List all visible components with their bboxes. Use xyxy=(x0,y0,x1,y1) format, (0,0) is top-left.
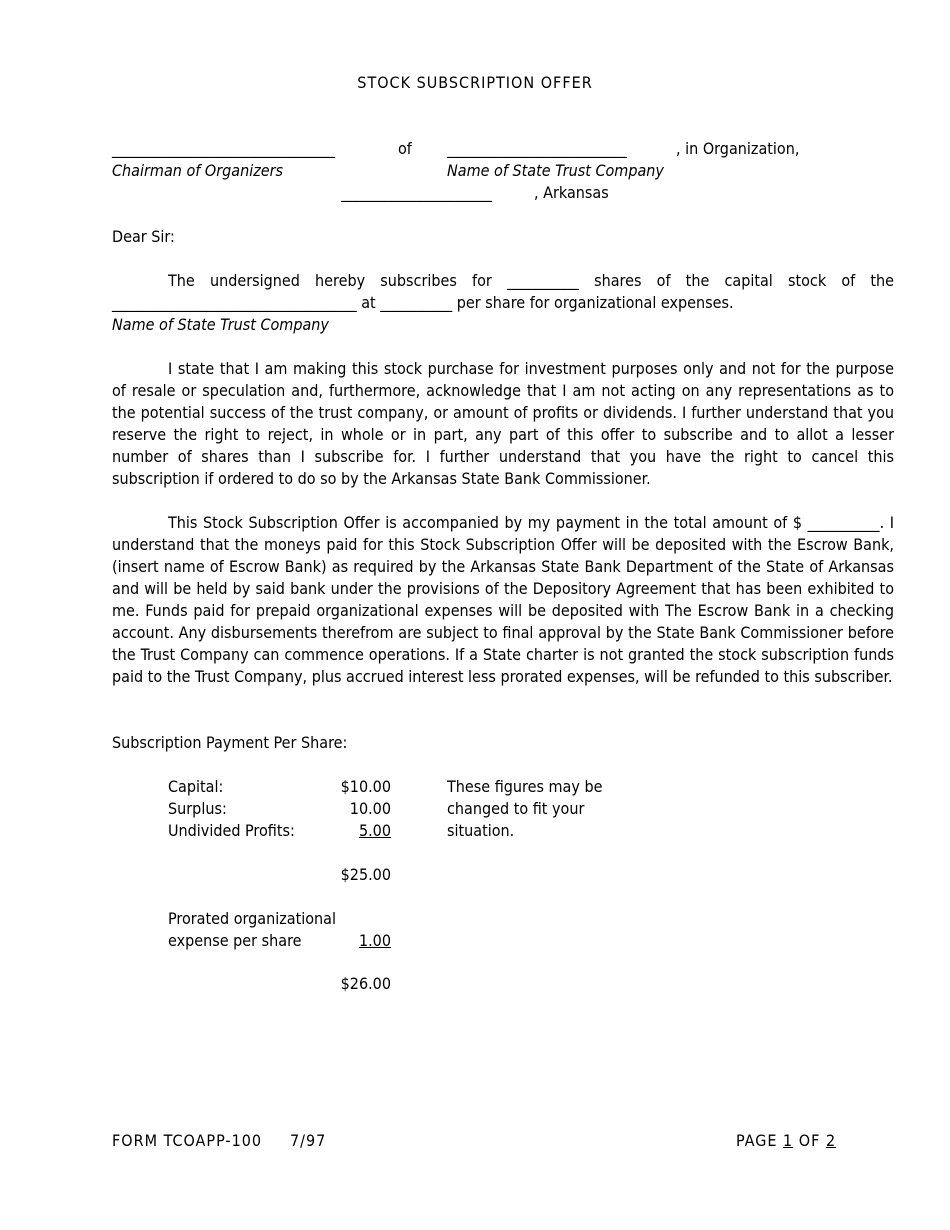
page-total: 2 xyxy=(825,1131,837,1150)
note-line-3: situation. xyxy=(447,821,515,840)
subtotal-value: $25.00 xyxy=(340,865,391,884)
para3-text: This Stock Subscription Offer is accompanied by my payment in the total amount of $ __________. I understand that the moneys paid for this Stock Subscription Offer will be deposited with the Escrow Bank, (insert name of Escrow Bank) as required by the Arkansas State Bank Department of the State of Arkansas and will be held by said bank under the provisions of the Depository Agreement that has been exhibited to me. Funds paid for prepaid organizational expenses will be deposited with The Escrow Bank in a checking account. Any disbursements therefrom are subject to final approval by the State Bank Commissioner before the Trust Company can commence operations. If a State charter is not granted the stock subscription funds paid to the Trust Company, plus accrued interest less prorated expenses, will be refunded to this subscriber. xyxy=(112,513,894,686)
city-blank: _____________________ xyxy=(341,183,493,202)
company-blank: _________________________ xyxy=(447,139,627,158)
capital-label: Capital: xyxy=(168,777,224,796)
prorated-value: 1.00 xyxy=(358,931,391,950)
page-of: OF xyxy=(798,1131,821,1150)
prorated-value-wrap xyxy=(300,930,391,952)
para1-company-label: Name of State Trust Company xyxy=(112,315,329,334)
para2-text: I state that I am making this stock purchase for investment purposes only and not for the purpose of resale or speculation and, furthermore, acknowledge that I am not acting on any representations as to the potential success of the trust company, or amount of profits or dividends. I further understand that you reserve the right to reject, in whole or in part, any part of this offer to subscribe and to allot a lesser number of shares than I subscribe for. I further understand that you have the right to cancel this subscription if ordered to do so by the Arkansas State Bank Commissioner. xyxy=(112,359,894,488)
prorated-label-2: expense per share xyxy=(168,931,302,950)
page-indicator xyxy=(736,1130,836,1152)
page-prefix: PAGE xyxy=(736,1131,778,1150)
of-word: of xyxy=(398,139,412,158)
chairman-label: Chairman of Organizers xyxy=(112,161,284,180)
note-line-1: These figures may be xyxy=(447,777,603,796)
payment-heading: Subscription Payment Per Share: xyxy=(112,733,348,752)
form-number: FORM TCOAPP-100 xyxy=(112,1131,263,1150)
capital-value: $10.00 xyxy=(340,777,391,796)
state-text: , Arkansas xyxy=(534,183,609,202)
prorated-label-1: Prorated organizational xyxy=(168,909,336,928)
para1-line1: The undersigned hereby subscribes for __________ shares of the capital stock of the xyxy=(168,271,894,290)
company-label: Name of State Trust Company xyxy=(447,161,664,180)
form-date: 7/97 xyxy=(290,1131,327,1150)
surplus-label: Surplus: xyxy=(168,799,227,818)
total-value: $26.00 xyxy=(340,974,391,993)
note-line-2: changed to fit your xyxy=(447,799,585,818)
document-title: STOCK SUBSCRIPTION OFFER xyxy=(357,73,593,92)
profits-value-wrap xyxy=(300,820,391,842)
para1-line2: __________________________________ at __________ per share for organizational expenses. xyxy=(112,293,734,312)
profits-label: Undivided Profits: xyxy=(168,821,295,840)
para2 xyxy=(112,358,894,490)
profits-value: 5.00 xyxy=(358,821,391,840)
page-number: 1 xyxy=(783,1131,794,1150)
para3 xyxy=(112,512,894,688)
surplus-value: 10.00 xyxy=(349,799,391,818)
salutation: Dear Sir: xyxy=(112,227,175,246)
chairman-blank: _______________________________ xyxy=(112,139,336,158)
in-organization-text: , in Organization, xyxy=(676,139,800,158)
